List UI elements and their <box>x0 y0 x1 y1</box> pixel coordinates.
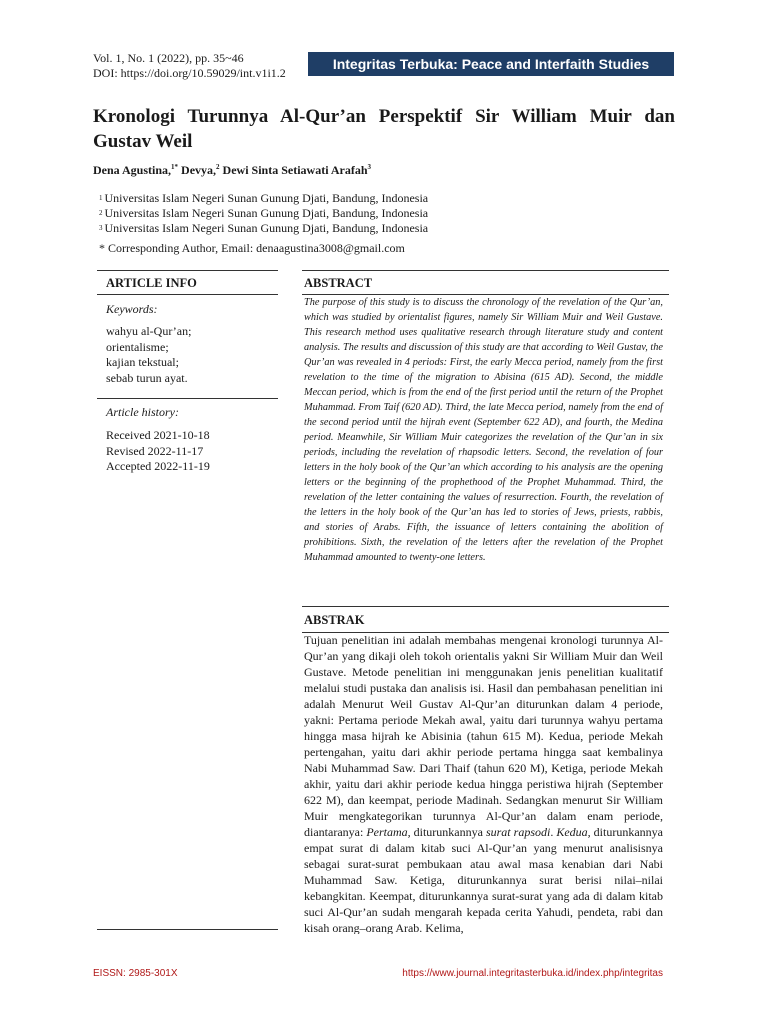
paper-title: Kronologi Turunnya Al-Qur’an Perspektif Sir William Muir dan Gustav Weil <box>93 106 675 152</box>
history-label: Article history: <box>106 405 179 419</box>
author-2-sup: 2 <box>216 163 220 171</box>
affiliation-1: $^1$ Universitas Islam Negeri Sunan Gunung Djati, Bandung, Indonesia <box>99 191 429 205</box>
affiliation-2: $^2$ Universitas Islam Negeri Sunan Gunung Djati, Bandung, Indonesia <box>99 206 429 220</box>
rule-abstrak-top <box>302 606 669 607</box>
journal-banner: Integritas Terbuka: Peace and Interfaith Studies <box>308 52 674 76</box>
abstract-heading: ABSTRACT <box>304 276 373 290</box>
abstract-text: The purpose of this study is to discuss the chronology of the revelation of the Qur’an, which was studied by orientalist figures, namely Sir William Muir and Weil Gustave. This research method uses qualitative research through literature study and content analysis. The results and discussion of this study are that according to Weil Gustav, the Qur’an was revealed in 4 periods: First, the early Mecca period, namely from the first revelation to the time of the migration to Abisina (615 AD). Second, the middle Meccan period, which is from the end of the first period until the return of the Prophet Muhammad. From Taif (620 AD). Third, the late Mecca period, namely from the end of the second period until the hijrah event (September 622 AD), and fourth, the Medina period. Meanwhile, Sir William Muir categorizes the revelation of the Qur’an in six periods, including the revelation of rhapsodic letters. Second, the revelation of four letters in the holy book of the Qur’an which according to his analysis are the opening letters or the beginning of the prophethood of the Prophet Muhammad. Third, the revelation of the letter containing the values of resurrection. Fourth, the revelation of the letters in the holy book of the Qur’an has led to stories of Jews, priests, rabbis, and stories of Arabs. Fifth, the issuance of letters containing the abolition of prohibitions. Sixth, the revelation of the letters after the revelation of the Prophet Muhammad amounted to twenty-one letters. <box>304 297 663 563</box>
author-list <box>93 163 371 178</box>
keyword-item: kajian tekstual; <box>106 355 179 369</box>
footer-eissn: EISSN: 2985-301X <box>93 968 178 979</box>
affiliation-3: $^3$ Universitas Islam Negeri Sunan Gunung Djati, Bandung, Indonesia <box>99 221 429 235</box>
keywords-label: Keywords: <box>106 302 158 316</box>
rule-info-end <box>97 929 278 930</box>
corresponding-author: * Corresponding Author, Email: denaagustina3008@gmail.com <box>99 241 405 255</box>
author-1: Dena Agustina, <box>93 163 172 177</box>
keyword-item: sebab turun ayat. <box>106 370 188 385</box>
footer-journal-link[interactable]: https://www.journal.integritasterbuka.id/index.php/integritas <box>402 968 663 979</box>
keywords-list <box>106 324 191 386</box>
history-received: Received 2021-10-18 <box>106 428 210 442</box>
author-2: Devya, <box>178 163 217 177</box>
author-1-sup: 1* <box>171 163 179 171</box>
history-accepted: Accepted 2022-11-19 <box>106 459 210 473</box>
keyword-item: wahyu al-Qur’an; <box>106 324 192 338</box>
doi-line: DOI: https://doi.org/10.59029/int.v1i1.2 <box>93 66 286 80</box>
volume-line: Vol. 1, No. 1 (2022), pp. 35~46 <box>93 51 244 65</box>
history-revised: Revised 2022-11-17 <box>106 443 204 458</box>
rule-info-bottom <box>97 294 278 295</box>
rule-abstract-top <box>302 270 669 271</box>
author-3-sup: 3 <box>367 163 372 171</box>
author-3: Dewi Sinta Setiawati Arafah <box>219 163 368 177</box>
article-info-heading: ARTICLE INFO <box>106 276 197 290</box>
rule-keywords-end <box>97 398 278 399</box>
history-list <box>106 428 210 475</box>
rule-info-top <box>97 270 278 271</box>
keyword-item: orientalisme; <box>106 339 169 354</box>
abstrak-text: Tujuan penelitian ini adalah membahas mengenai kronologi turunnya Al-Qur’an yang dikaji oleh tokoh orientalis yakni Sir William Muir dan Weil Gustave. Metode penelitian ini menggunakan jenis penelitian kualitatif melalui studi pustaka dan analisis isi. Hasil dan pembahasan penelitian ini adalah Menurut Weil Gustav Al-Qur’an diturunkan dalam 4 periode, yakni: Pertama periode Mekah awal, yaitu dari turunnya wahyu pertama hingga masa hijrah ke Abisinia (tahun 615 M). Kedua, periode Mekah pertengahan, yaitu dari akhir periode pertama hingga saat kembalinya Nabi Muhammad Saw. Dari Thaif (tahun 620 M), Ketiga, periode Mekah akhir, yaitu dari akhir periode kedua hingga peristiwa hijrah (September 622 M), dan keempat, periode Madinah. Sedangkan menurut Sir William Muir mengkategorikan turunnya Al-Qur’an dalam enam periode, diantaranya: Pertama, diturunkannya surat rapsodi. Kedua, diturunkannya empat surat di dalam kitab suci Al-Qur’an yang menurut analisisnya sebagai surat-surat pembukaan atau awal masa kenabian dari Nabi Muhammad Saw. Ketiga, diturunkannya surat berisi nilai–nilai kebangkitan. Keempat, diturunkannya surat-surat yang ada di dalam kitab suci Al-Qur’an sudah mengarah kepada cerita Yahudi, pendeta, rabi dan kisah orang–orang Arab. Kelima, <box>304 633 663 934</box>
abstrak-heading: ABSTRAK <box>304 613 365 627</box>
issue-meta <box>93 51 286 81</box>
